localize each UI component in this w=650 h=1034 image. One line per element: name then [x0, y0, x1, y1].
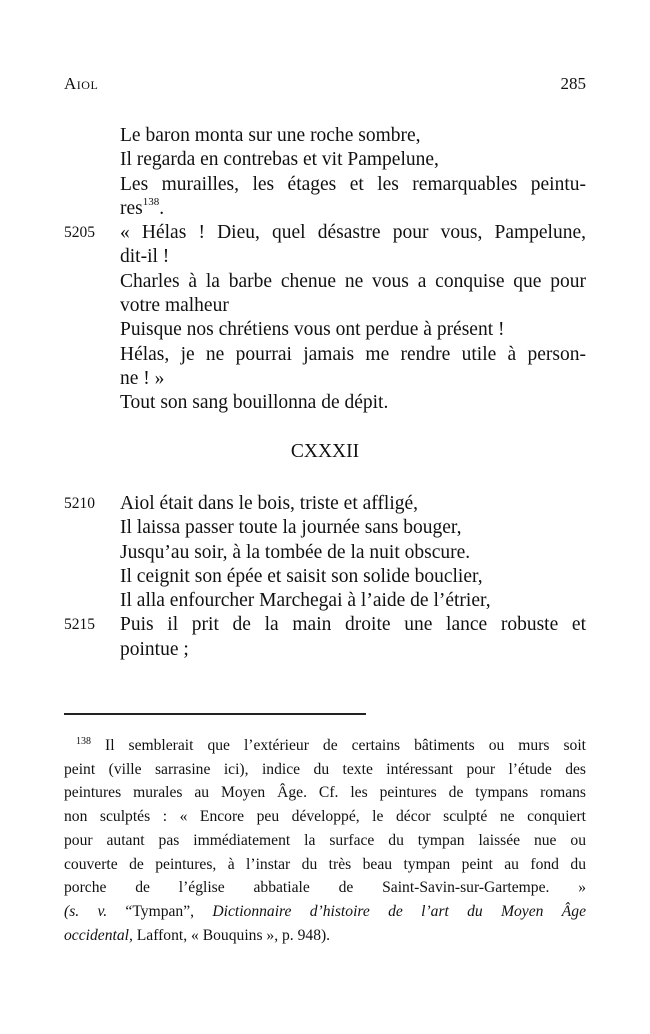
- footnote-line: peintures murales au Moyen Âge. Cf. les peintures de tympans romans: [64, 784, 586, 802]
- verse-line: [64, 565, 586, 589]
- verse-block-2: [64, 492, 586, 662]
- verse-text: [120, 197, 586, 221]
- line-number: 5205: [64, 224, 95, 242]
- verse-line: [64, 391, 586, 415]
- footnote-line: [64, 734, 586, 758]
- footnote-line: non sculptés : « Encore peu développé, le décor sculpté ne conquiert: [64, 808, 586, 826]
- verse-text: Il ceignit son épée et saisit son solide bouclier,: [120, 565, 483, 587]
- verse-text: Les murailles, les étages et les remarquables peintu-: [120, 173, 586, 195]
- verse-line: [64, 124, 586, 148]
- verse-line: [64, 318, 586, 342]
- verse-text: Puis il prit de la main droite une lance robuste et: [120, 614, 586, 636]
- verse-line: [64, 541, 586, 565]
- laisse-heading: CXXXII: [290, 441, 360, 462]
- verse-line: [64, 294, 586, 318]
- running-title: Aiol: [64, 74, 99, 93]
- verse-text-part: .: [159, 197, 165, 219]
- footnote-separator: [64, 713, 366, 715]
- verse-text: Jusqu’au soir, à la tombée de la nuit obscure.: [120, 541, 471, 563]
- footnote-text: “Tympan”,: [107, 902, 213, 920]
- footnote-line: couverte de peintures, à l’instar du très beau tympan peint au fond du: [64, 855, 586, 873]
- verse-text: Il regarda en contrebas et vit Pampelune,: [120, 149, 439, 171]
- verse-line: [64, 367, 586, 391]
- footnote-line: peint (ville sarrasine ici), indice du texte intéressant pour l’étude des: [64, 760, 586, 778]
- verse-text-part: res: [120, 197, 143, 219]
- verse-line: [64, 173, 586, 197]
- footnote-reference[interactable]: 138: [142, 196, 160, 209]
- verse-line: [64, 197, 586, 221]
- footnote-line: porche de l’église abbatiale de Saint-Savin-sur-Gartempe. »: [64, 879, 586, 897]
- footnote-mark: 138: [76, 735, 91, 747]
- verse-line: [64, 148, 586, 172]
- verse-line: [64, 589, 586, 613]
- verse-text: ne ! »: [120, 367, 165, 389]
- page-header: [64, 74, 586, 94]
- verse-text: Tout son sang bouillonna de dépit.: [120, 392, 389, 414]
- footnote-line: [64, 924, 586, 948]
- line-number: 5215: [64, 616, 95, 634]
- verse-line: [64, 221, 586, 245]
- verse-text: votre malheur: [120, 295, 229, 317]
- verse-line: [64, 516, 586, 540]
- footnote-138: [64, 734, 586, 947]
- verse-text: « Hélas ! Dieu, quel désastre pour vous, Pampelune,: [120, 222, 586, 244]
- footnote-italic: (s. v.: [64, 902, 108, 920]
- verse-text: pointue ;: [120, 638, 189, 660]
- page-number: 285: [560, 74, 586, 93]
- line-number: 5210: [64, 495, 95, 512]
- footnote-line: pour autant pas immédiatement la surface du tympan laissée nue ou: [64, 831, 586, 849]
- verse-line: [64, 638, 586, 662]
- verse-line: [64, 343, 586, 367]
- verse-text: Le baron monta sur une roche sombre,: [120, 125, 421, 146]
- footnote-book-title: occidental,: [64, 926, 133, 944]
- verse-text: Il alla enfourcher Marchegai à l’aide de l’étrier,: [120, 590, 491, 612]
- verse-line: [64, 613, 586, 637]
- verse-text: dit-il !: [120, 246, 170, 268]
- verse-line: [64, 270, 586, 294]
- verse-line: [64, 492, 586, 516]
- footnote-book-title: Dictionnaire d’histoire de l’art du Moyen Âge: [212, 902, 586, 920]
- verse-text: Aiol était dans le bois, triste et affligé,: [120, 493, 419, 514]
- verse-text: Il laissa passer toute la journée sans bouger,: [120, 517, 462, 539]
- verse-text: Hélas, je ne pourrai jamais me rendre utile à person-: [120, 343, 586, 365]
- footnote-text: Laffont, « Bouquins », p. 948).: [132, 926, 331, 944]
- verse-block-1: [64, 124, 586, 416]
- verse-line: [64, 245, 586, 269]
- verse-text: Puisque nos chrétiens vous ont perdue à présent !: [120, 319, 505, 341]
- footnote-text: Il semblerait que l’extérieur de certains bâtiments ou murs soit: [105, 737, 586, 754]
- verse-text: Charles à la barbe chenue ne vous a conquise que pour: [120, 270, 586, 292]
- footnote-line: [64, 900, 586, 924]
